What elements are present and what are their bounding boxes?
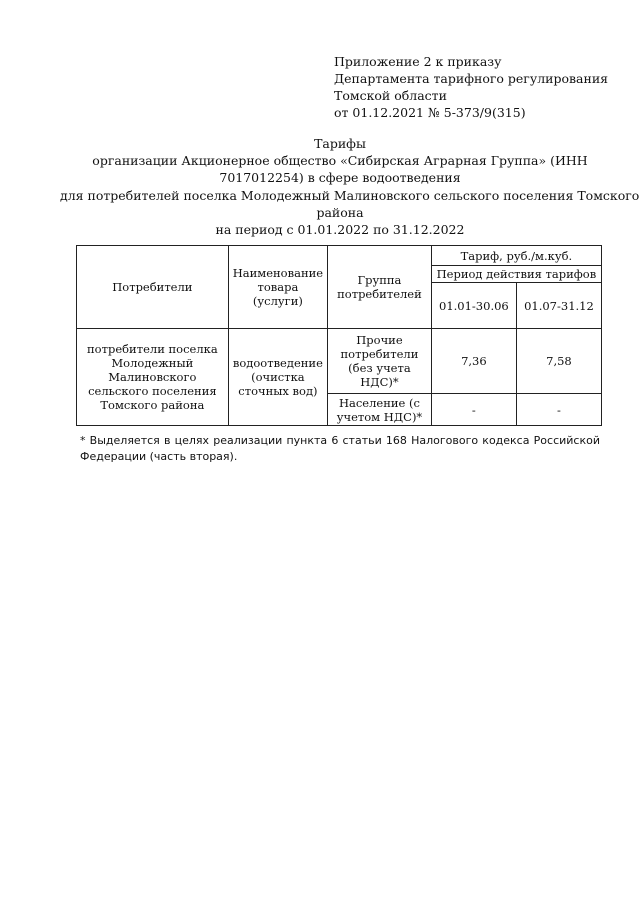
appendix-block bbox=[334, 53, 608, 121]
row-consumers: потребители поселка Молодежный Малиновского сельского поселения Томского района bbox=[77, 329, 229, 426]
header-consumers: Потребители bbox=[77, 246, 229, 329]
header-group: Группа потребителей bbox=[328, 246, 432, 329]
row-group-population: Население (с учетом НДС)* bbox=[328, 394, 432, 426]
header-tariff-unit: Тариф, руб./м.куб. bbox=[431, 246, 601, 266]
header-period-2: 01.07-31.12 bbox=[516, 283, 601, 329]
document-title bbox=[60, 135, 640, 238]
title-line: Тарифы bbox=[314, 136, 366, 151]
row-tariff-other-p1: 7,36 bbox=[431, 329, 516, 394]
row-tariff-population-p1: - bbox=[431, 394, 516, 426]
header-period-label: Период действия тарифов bbox=[431, 266, 601, 283]
appendix-line: Департамента тарифного регулирования bbox=[334, 71, 609, 86]
appendix-line: от 01.12.2021 № 5-373/9(315) bbox=[334, 105, 526, 120]
title-line: организации Акционерное общество «Сибирская Аграрная Группа» (ИНН bbox=[92, 153, 588, 169]
footnote: * Выделяется в целях реализации пункта 6 статьи 168 Налогового кодекса Российской Федерации (часть вторая). bbox=[80, 434, 600, 463]
title-line: 7017012254) в сфере водоотведения bbox=[219, 170, 461, 186]
header-service: Наименование товара (услуги) bbox=[228, 246, 327, 329]
tariff-table bbox=[76, 245, 602, 426]
row-group-other: Прочие потребители (без учета НДС)* bbox=[328, 329, 432, 394]
title-line: района bbox=[316, 204, 364, 220]
row-tariff-population-p2: - bbox=[516, 394, 601, 426]
title-line: на период с 01.01.2022 по 31.12.2022 bbox=[215, 222, 465, 238]
row-service: водоотведение (очистка сточных вод) bbox=[228, 329, 327, 426]
row-tariff-other-p2: 7,58 bbox=[516, 329, 601, 394]
appendix-line: Томской области bbox=[334, 88, 447, 103]
title-line: для потребителей поселка Молодежный Малиновского сельского поселения Томского bbox=[60, 187, 640, 203]
appendix-line: Приложение 2 к приказу bbox=[334, 54, 502, 69]
header-period-1: 01.01-30.06 bbox=[431, 283, 516, 329]
